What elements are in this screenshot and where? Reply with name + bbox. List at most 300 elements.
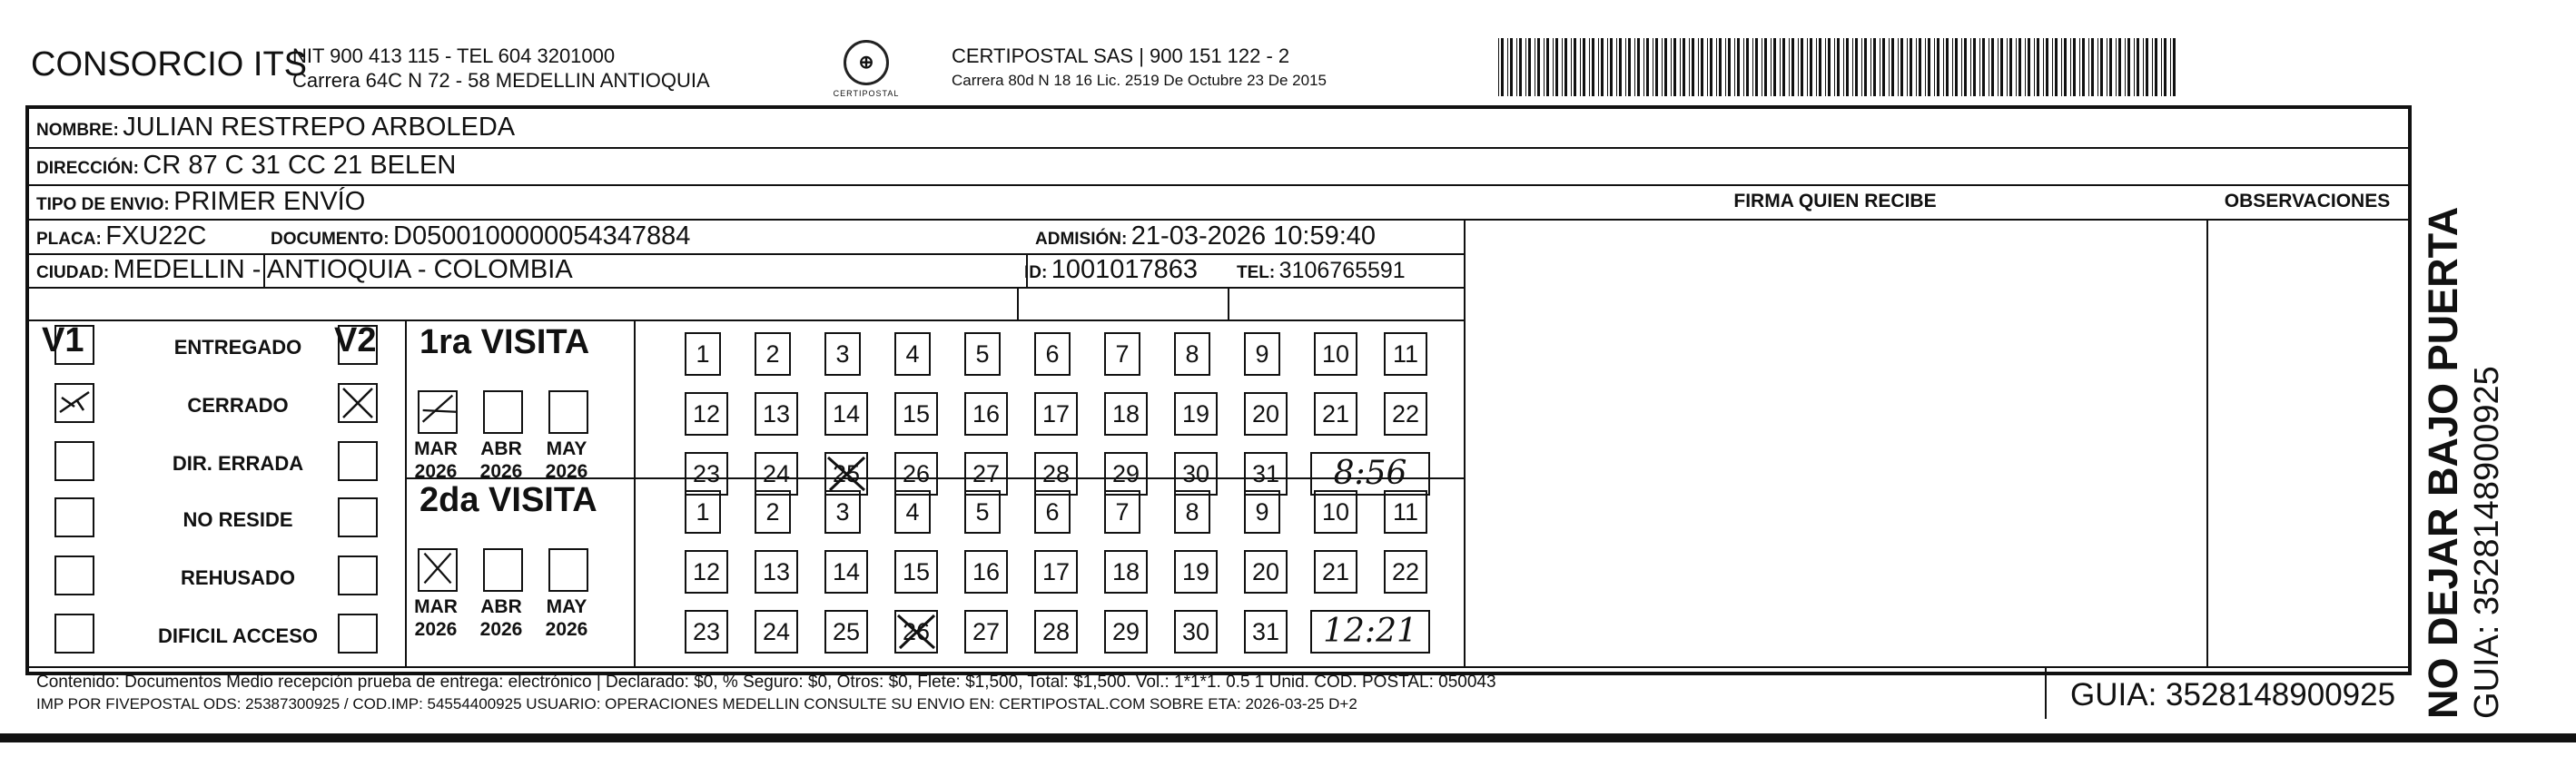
shipment-type-row: [36, 187, 365, 217]
barcode-bar: [2073, 38, 2076, 96]
signature-column-header: FIRMA QUIEN RECIBE: [1733, 191, 1937, 211]
barcode-bar: [2088, 38, 2089, 96]
day-box[interactable]: 7: [1104, 490, 1140, 534]
day-box[interactable]: 8: [1174, 332, 1210, 376]
footer-line-2: IMP POR FIVEPOSTAL ODS: 25387300925 / COD.IMP: 54554400925 USUARIO: OPERACIONES MEDELLIN CONSULTE SU ENVIO EN: CERTIPOSTAL.COM SOBRE ETA: 2026-03-25 D+2: [36, 695, 1357, 713]
day-box[interactable]: 17: [1034, 392, 1078, 436]
month-label: [538, 595, 596, 641]
barcode-bar: [1528, 38, 1531, 96]
barcode-bar: [2043, 38, 2044, 96]
barcode-bar: [1837, 38, 1840, 96]
barcode-bar: [1571, 38, 1572, 96]
barcode-bar: [1764, 38, 1767, 96]
barcode-bar: [2143, 38, 2144, 96]
city-value: MEDELLIN - ANTIOQUIA - COLOMBIA: [113, 255, 573, 284]
barcode-bar: [2064, 38, 2067, 96]
barcode-bar: [1643, 38, 1644, 96]
barcode-bar: [2173, 38, 2176, 96]
document-value: D0500100000054347884: [393, 221, 691, 251]
v1-checkbox-2[interactable]: [54, 383, 94, 423]
barcode-bar: [1589, 38, 1590, 96]
day-box[interactable]: 11: [1384, 332, 1427, 376]
v2-checkbox-3[interactable]: [338, 441, 378, 481]
month-year: 2026: [545, 619, 588, 640]
barcode-bar: [1864, 38, 1867, 96]
day-box[interactable]: 11: [1384, 490, 1427, 534]
day-box[interactable]: 13: [755, 550, 798, 594]
v1-checkbox-4[interactable]: [54, 497, 94, 537]
plate-value: FXU22C: [105, 221, 207, 251]
barcode-bar: [1525, 38, 1526, 96]
barcode-bar: [1698, 38, 1699, 96]
day-box[interactable]: 30: [1174, 610, 1218, 654]
barcode-bar: [1789, 38, 1790, 96]
barcode-bar: [2146, 38, 2148, 96]
day-box[interactable]: 21: [1314, 392, 1357, 436]
barcode-bar: [1955, 38, 1958, 96]
handwritten-time-box[interactable]: [1310, 452, 1430, 496]
month-checkbox-abr[interactable]: [483, 390, 523, 434]
handwritten-time: 8:56: [1333, 455, 1407, 492]
barcode-bar: [1910, 38, 1912, 96]
v2-checkbox-4[interactable]: [338, 497, 378, 537]
phone-label: TEL:: [1237, 263, 1276, 282]
barcode-bar: [1771, 38, 1772, 96]
id-value: 1001017863: [1051, 255, 1199, 284]
day-box[interactable]: 20: [1244, 392, 1288, 436]
barcode-bar: [1773, 38, 1776, 96]
logo-text: CERTIPOSTAL: [833, 89, 900, 98]
barcode-bar: [1801, 38, 1803, 96]
month-label: [407, 437, 465, 483]
barcode-bar: [1843, 38, 1844, 96]
barcode-bar: [1928, 38, 1930, 96]
barcode-bar: [1937, 38, 1939, 96]
barcode-bar: [1725, 38, 1726, 96]
day-box[interactable]: 25: [824, 452, 868, 496]
day-box[interactable]: 27: [964, 452, 1008, 496]
barcode-bar: [1952, 38, 1953, 96]
status-label: DIFICIL ACCESO: [157, 624, 318, 647]
barcode-bar: [2061, 38, 2062, 96]
barcode-bar: [2164, 38, 2166, 96]
barcode-bar: [2016, 38, 2017, 96]
barcode-bar: [2070, 38, 2071, 96]
day-box[interactable]: 9: [1244, 332, 1280, 376]
barcode-bar: [1628, 38, 1631, 96]
barcode-bar: [1798, 38, 1799, 96]
barcode-bar: [2161, 38, 2162, 96]
v1-checkbox-1[interactable]: [54, 325, 94, 365]
footer-text: [36, 672, 2034, 715]
day-box[interactable]: 1: [685, 490, 721, 534]
barcode-bar: [1991, 38, 1994, 96]
admission-value: 21-03-2026 10:59:40: [1130, 221, 1377, 251]
barcode-bar: [1671, 38, 1672, 96]
status-label: CERRADO: [187, 394, 289, 417]
barcode-bar: [1655, 38, 1658, 96]
barcode-bar: [2127, 38, 2130, 96]
month-name: MAY: [546, 596, 587, 617]
v1-checkbox-5[interactable]: [54, 555, 94, 595]
barcode-bar: [1553, 38, 1554, 96]
month-year: 2026: [479, 461, 523, 482]
month-checkbox-may[interactable]: [548, 390, 588, 434]
v2-checkbox-6[interactable]: [338, 614, 378, 654]
day-box[interactable]: 17: [1034, 550, 1078, 594]
month-name: ABR: [480, 596, 522, 617]
barcode-bar: [1861, 38, 1862, 96]
barcode-bar: [1710, 38, 1712, 96]
v2-header: V2: [334, 321, 377, 359]
day-box[interactable]: 15: [894, 392, 938, 436]
admission-label: ADMISIÓN:: [1035, 230, 1128, 249]
barcode-bar: [1998, 38, 1999, 96]
document-label: DOCUMENTO:: [271, 230, 390, 249]
barcode-bar: [1746, 38, 1749, 96]
barcode-bar: [1507, 38, 1508, 96]
barcode-bar: [1701, 38, 1703, 96]
document-field: [271, 221, 690, 251]
status-label: ENTREGADO: [173, 336, 302, 359]
day-box[interactable]: 28: [1034, 610, 1078, 654]
barcode-bar: [1979, 38, 1980, 96]
month-checkbox-mar[interactable]: [418, 390, 458, 434]
day-box[interactable]: 15: [894, 550, 938, 594]
observations-column-header: OBSERVACIONES: [2224, 191, 2391, 211]
barcode-bar: [1898, 38, 1899, 96]
barcode-bar: [1919, 38, 1921, 96]
day-box[interactable]: 18: [1104, 392, 1148, 436]
barcode-bar: [2134, 38, 2135, 96]
barcode-bar: [1537, 38, 1540, 96]
status-label: NO RESIDE: [183, 508, 293, 531]
barcode-bar: [1925, 38, 1926, 96]
month-label: [407, 595, 465, 641]
day-box[interactable]: 1: [685, 332, 721, 376]
day-box[interactable]: 18: [1104, 550, 1148, 594]
license-line: Carrera 80d N 18 16 Lic. 2519 De Octubre 23 De 2015: [952, 72, 1327, 89]
month-year: 2026: [479, 619, 523, 640]
day-box[interactable]: 14: [824, 550, 868, 594]
barcode-bar: [1574, 38, 1576, 96]
barcode-bar: [1498, 38, 1499, 96]
day-box[interactable]: 6: [1034, 490, 1071, 534]
barcode-bar: [1501, 38, 1504, 96]
barcode-bar: [2079, 38, 2080, 96]
month-label: [472, 595, 530, 641]
barcode-bar: [2007, 38, 2008, 96]
barcode-bar: [1546, 38, 1549, 96]
status-label: DIR. ERRADA: [172, 452, 304, 475]
barcode-bar: [1562, 38, 1563, 96]
day-box[interactable]: 26: [894, 610, 938, 654]
day-box[interactable]: 26: [894, 452, 938, 496]
day-box[interactable]: 21: [1314, 550, 1357, 594]
barcode-bar: [2155, 38, 2157, 96]
address-label: DIRECCIÓN:: [36, 159, 139, 178]
day-box[interactable]: 6: [1034, 332, 1071, 376]
barcode-bar: [1510, 38, 1513, 96]
city-label: CIUDAD:: [36, 263, 110, 282]
day-box[interactable]: 31: [1244, 452, 1288, 496]
barcode-bar: [1619, 38, 1622, 96]
barcode-bar: [1780, 38, 1781, 96]
side-label: [2420, 207, 2507, 719]
barcode-bar: [1891, 38, 1894, 96]
v1-checkbox-6[interactable]: [54, 614, 94, 654]
day-box[interactable]: 2: [755, 332, 791, 376]
barcode-bar: [1683, 38, 1685, 96]
visit-title: 1ra VISITA: [419, 323, 590, 361]
day-box[interactable]: 29: [1104, 452, 1148, 496]
barcode-bar: [1825, 38, 1826, 96]
footer-line-1: Contenido: Documentos Medio recepción prueba de entrega: electrónico | Declarado: $0, % Seguro: $0, Otros: $0, Flete: $1,500, Total: $1,500. Vol.: 1*1*1. 0.5 1 Unid. COD. POSTAL: 050043: [36, 673, 1496, 692]
barcode-bar: [2100, 38, 2103, 96]
shipment-type-label: TIPO DE ENVIO:: [36, 195, 170, 214]
day-cross-mark: [894, 610, 938, 658]
side-guia: GUIA: 3528148900925: [2468, 366, 2506, 719]
day-box[interactable]: 3: [824, 332, 861, 376]
day-box[interactable]: 8: [1174, 490, 1210, 534]
barcode-bar: [1807, 38, 1808, 96]
barcode-bar: [2152, 38, 2153, 96]
barcode-bar: [1519, 38, 1522, 96]
day-box[interactable]: 31: [1244, 610, 1288, 654]
barcode-bar: [1610, 38, 1613, 96]
day-box[interactable]: 25: [824, 610, 868, 654]
barcode-bar: [2116, 38, 2117, 96]
day-box[interactable]: 16: [964, 392, 1008, 436]
id-label: ID:: [1024, 263, 1048, 282]
month-name: MAR: [414, 438, 458, 459]
barcode-bar: [2052, 38, 2053, 96]
recipient-name-row: [36, 113, 515, 143]
barcode-bar: [1673, 38, 1676, 96]
name-label: NOMBRE:: [36, 121, 119, 140]
day-box[interactable]: 5: [964, 332, 1001, 376]
v1-checkbox-3[interactable]: [54, 441, 94, 481]
day-box[interactable]: 13: [755, 392, 798, 436]
barcode-bar: [2018, 38, 2021, 96]
barcode-bar: [2091, 38, 2094, 96]
day-box[interactable]: 30: [1174, 452, 1218, 496]
barcode-bar: [1970, 38, 1971, 96]
barcode-bar: [1907, 38, 1908, 96]
barcode-bar: [1973, 38, 1976, 96]
barcode-bar: [1755, 38, 1758, 96]
barcode-bar: [1689, 38, 1690, 96]
month-year: 2026: [414, 461, 458, 482]
month-label: [538, 437, 596, 483]
barcode-bar: [2097, 38, 2098, 96]
barcode-bar: [1516, 38, 1517, 96]
day-box[interactable]: 22: [1384, 550, 1427, 594]
day-box[interactable]: 27: [964, 610, 1008, 654]
day-box[interactable]: 3: [824, 490, 861, 534]
certipostal-logo: ⊕ CERTIPOSTAL: [826, 40, 906, 98]
barcode-bar: [2082, 38, 2085, 96]
month-checkbox-mar[interactable]: [418, 548, 458, 592]
month-name: MAY: [546, 438, 587, 459]
barcode-bar: [1544, 38, 1545, 96]
barcode-bar: [1555, 38, 1558, 96]
day-box[interactable]: 22: [1384, 392, 1427, 436]
v2-checkbox-2[interactable]: [338, 383, 378, 423]
barcode-bar: [1743, 38, 1744, 96]
day-box[interactable]: 7: [1104, 332, 1140, 376]
barcode-bar: [2125, 38, 2126, 96]
barcode-bar: [2118, 38, 2121, 96]
day-box[interactable]: 12: [685, 550, 728, 594]
day-box[interactable]: 9: [1244, 490, 1280, 534]
admission-field: [1035, 221, 1376, 251]
barcode-bar: [1580, 38, 1581, 96]
barcode-bar: [2028, 38, 2030, 96]
day-box[interactable]: 29: [1104, 610, 1148, 654]
courier-info: [952, 44, 1327, 93]
phone-field: [1237, 258, 1406, 284]
month-name: MAR: [414, 596, 458, 617]
day-box[interactable]: 14: [824, 392, 868, 436]
barcode-bar: [1870, 38, 1871, 96]
recipient-name: JULIAN RESTREPO ARBOLEDA: [123, 113, 516, 142]
barcode-bar: [1834, 38, 1835, 96]
barcode-bar: [1728, 38, 1731, 96]
barcode-bar: [1852, 38, 1853, 96]
barcode-bar: [2055, 38, 2058, 96]
plate-field: [36, 221, 206, 251]
barcode-bar: [1828, 38, 1831, 96]
barcode-bar: [1692, 38, 1694, 96]
company-info: [292, 44, 710, 93]
barcode-bar: [1816, 38, 1817, 96]
barcode-bar: [2137, 38, 2139, 96]
barcode-bar: [1737, 38, 1740, 96]
day-box[interactable]: 12: [685, 392, 728, 436]
barcode-bar: [1946, 38, 1949, 96]
no-under-door-warning: NO DEJAR BAJO PUERTA: [2420, 206, 2466, 719]
day-box[interactable]: 23: [685, 610, 728, 654]
month-label: [472, 437, 530, 483]
barcode-bar: [1873, 38, 1876, 96]
barcode-bar: [1855, 38, 1858, 96]
barcode-bar: [1810, 38, 1812, 96]
barcode-bar: [1846, 38, 1849, 96]
day-box[interactable]: 10: [1314, 490, 1357, 534]
barcode-bar: [1583, 38, 1585, 96]
barcode-bar: [2037, 38, 2039, 96]
barcode-bar: [1616, 38, 1617, 96]
company-address-line: Carrera 64C N 72 - 58 MEDELLIN ANTIOQUIA: [292, 69, 710, 92]
barcode-bar: [2046, 38, 2048, 96]
day-box[interactable]: 28: [1034, 452, 1078, 496]
day-box[interactable]: 2: [755, 490, 791, 534]
barcode-bar: [2170, 38, 2171, 96]
barcode-bar: [1900, 38, 1903, 96]
barcode-bar: [1625, 38, 1626, 96]
phone-value: 3106765591: [1278, 258, 1406, 283]
handwritten-time: 12:21: [1323, 613, 1417, 650]
address-row: [36, 151, 456, 181]
barcode-bar: [1646, 38, 1649, 96]
day-box[interactable]: 16: [964, 550, 1008, 594]
footer-guia: GUIA: 3528148900925: [2070, 677, 2396, 713]
barcode-bar: [1889, 38, 1890, 96]
day-box[interactable]: 4: [894, 332, 931, 376]
barcode-bar: [1819, 38, 1821, 96]
day-box[interactable]: 19: [1174, 550, 1218, 594]
day-box[interactable]: 5: [964, 490, 1001, 534]
barcode-bar: [1934, 38, 1935, 96]
courier-line: CERTIPOSTAL SAS | 900 151 122 - 2: [952, 44, 1290, 67]
barcode-bar: [1752, 38, 1753, 96]
barcode-bar: [1607, 38, 1608, 96]
barcode-bar: [2009, 38, 2012, 96]
barcode: [1498, 38, 2179, 96]
status-label: REHUSADO: [181, 566, 295, 589]
barcode-bar: [1961, 38, 1962, 96]
v1-header: V1: [42, 321, 84, 359]
month-checkbox-may[interactable]: [548, 548, 588, 592]
company-name: CONSORCIO ITS: [31, 45, 308, 84]
barcode-bar: [2109, 38, 2112, 96]
barcode-bar: [1601, 38, 1604, 96]
visit-title: 2da VISITA: [419, 481, 597, 519]
company-nit-line: NIT 900 413 115 - TEL 604 3201000: [292, 44, 616, 67]
barcode-bar: [1943, 38, 1944, 96]
bottom-border: [0, 733, 2576, 742]
id-field: [1024, 255, 1198, 285]
barcode-bar: [1707, 38, 1708, 96]
barcode-bar: [2025, 38, 2026, 96]
day-box[interactable]: 23: [685, 452, 728, 496]
barcode-bar: [1882, 38, 1885, 96]
barcode-bar: [1564, 38, 1567, 96]
day-box[interactable]: 24: [755, 610, 798, 654]
barcode-bar: [1664, 38, 1667, 96]
barcode-bar: [2034, 38, 2035, 96]
city-field: [36, 255, 573, 285]
barcode-bar: [1719, 38, 1722, 96]
month-name: ABR: [480, 438, 522, 459]
shipment-type: PRIMER ENVÍO: [173, 187, 366, 216]
barcode-bar: [1637, 38, 1640, 96]
day-box[interactable]: 4: [894, 490, 931, 534]
month-year: 2026: [545, 461, 588, 482]
day-box[interactable]: 20: [1244, 550, 1288, 594]
day-box[interactable]: 19: [1174, 392, 1218, 436]
v2-checkbox-5[interactable]: [338, 555, 378, 595]
barcode-bar: [1982, 38, 1985, 96]
day-box[interactable]: 24: [755, 452, 798, 496]
barcode-bar: [1592, 38, 1594, 96]
handwritten-time-box[interactable]: [1310, 610, 1430, 654]
month-year: 2026: [414, 619, 458, 640]
barcode-bar: [1680, 38, 1681, 96]
day-box[interactable]: 10: [1314, 332, 1357, 376]
barcode-bar: [1964, 38, 1967, 96]
month-checkbox-abr[interactable]: [483, 548, 523, 592]
barcode-bar: [1716, 38, 1717, 96]
barcode-bar: [1662, 38, 1663, 96]
barcode-bar: [1734, 38, 1735, 96]
v2-checkbox-1[interactable]: [338, 325, 378, 365]
barcode-bar: [1598, 38, 1599, 96]
delivery-form: [25, 105, 2412, 713]
barcode-bar: [2000, 38, 2003, 96]
barcode-bar: [1791, 38, 1794, 96]
